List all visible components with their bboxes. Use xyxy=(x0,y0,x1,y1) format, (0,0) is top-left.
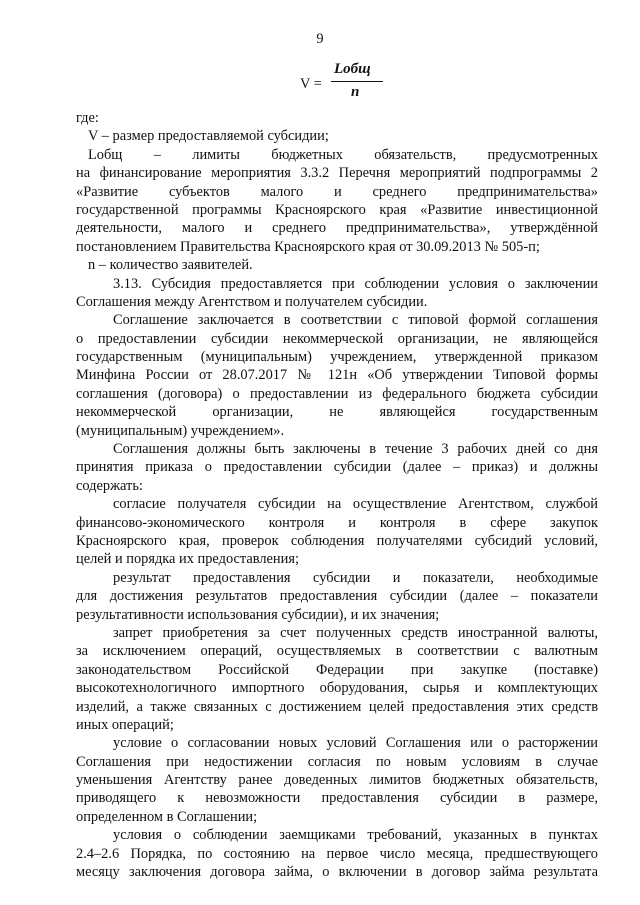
text-line: для достижения результатов предоставления субсидии (далее – показатели xyxy=(76,588,598,605)
text-line: условие о согласовании новых условий Соглашения или о расторжении xyxy=(113,735,598,752)
text-line: принятия приказа о предоставлении субсидии (далее – приказ) и должны xyxy=(76,459,598,476)
page-number: 9 xyxy=(316,31,324,47)
text-line: Соглашения при недостижении согласия по новым условиям в случае xyxy=(76,753,598,770)
text-line: условия о соблюдении заемщиками требований, указанных в пунктах xyxy=(113,827,598,844)
text-line: законодательством Российской Федерации при закупке (поставке) xyxy=(76,661,598,678)
formula-denominator: n xyxy=(351,84,360,100)
formula-lhs: V = xyxy=(300,76,322,92)
text-line: «Развитие субъектов малого и среднего предпринимательства» xyxy=(76,183,598,200)
text-line: Минфина России от 28.07.2017 № 121н «Об утверждении Типовой формы xyxy=(76,367,598,384)
text-line: соглашения (договора) о предоставлении из федерального бюджета субсидии xyxy=(76,385,598,402)
text-line: финансово-экономического контроля и контроля в сфере закупок xyxy=(76,514,598,531)
body-text xyxy=(76,109,598,881)
text-line: содержать: xyxy=(76,477,143,494)
text-line: V – размер предоставляемой субсидии; xyxy=(88,128,329,145)
text-line: 2.4–2.6 Порядка, по состоянию на первое число месяца, предшествующего xyxy=(76,845,598,862)
text-line: приводящего к невозможности предоставления субсидии в размере, xyxy=(76,790,598,807)
text-line: определенном в Соглашении; xyxy=(76,808,258,825)
text-line: 3.13. Субсидия предоставляется при соблюдении условия о заключении xyxy=(113,275,598,292)
text-line: Соглашение заключается в соответствии с типовой формой соглашения xyxy=(113,312,598,329)
text-line: результат предоставления субсидии и показатели, необходимые xyxy=(113,569,598,586)
text-line: деятельности, малого и среднего предпринимательства», утверждённой xyxy=(76,220,598,237)
text-line: где: xyxy=(76,110,99,126)
text-line: запрет приобретения за счет полученных средств иностранной валюты, xyxy=(113,624,598,641)
text-line: на финансирование мероприятия 3.3.2 Перечня мероприятий подпрограммы 2 xyxy=(76,165,598,182)
text-line: постановлением Правительства Красноярского края от 30.09.2013 № 505-п; xyxy=(76,238,540,255)
text-line: Lобщ – лимиты бюджетных обязательств, предусмотренных xyxy=(88,146,598,163)
text-line: Соглашения должны быть заключены в течение 3 рабочих дней со дня xyxy=(113,441,598,458)
text-line: за исключением операций, осуществляемых в соответствии с валютным xyxy=(76,643,598,660)
text-line: уменьшения Агентству ранее доведенных лимитов бюджетных обязательств, xyxy=(76,772,598,789)
text-line: о предоставлении субсидии некоммерческой организации, не являющейся xyxy=(76,330,598,347)
formula-numerator: Lобщ xyxy=(334,61,371,77)
text-line: результативности использования субсидии), и их значения; xyxy=(76,606,440,623)
text-line: государственной программы Красноярского края «Развитие инвестиционной xyxy=(76,201,598,218)
text-line: иных операций; xyxy=(76,716,174,733)
text-line: целей и порядка их предоставления; xyxy=(76,551,299,568)
text-line: высокотехнологичного импортного оборудования, сырья и комплектующих xyxy=(76,680,598,697)
fraction-bar xyxy=(331,81,383,82)
text-line: (муниципальным) учреждением». xyxy=(76,422,285,439)
text-line: согласие получателя субсидии на осуществление Агентством, службой xyxy=(113,496,598,513)
text-line: Соглашения между Агентством и получателем субсидии. xyxy=(76,293,428,310)
text-line: месяцу заключения договора займа, о включении в договор займа результата xyxy=(76,864,598,881)
text-line: изделий, а также связанных с достижением целей предоставления этих средств xyxy=(76,698,598,715)
text-line: некоммерческой организации, не являющейся государственным xyxy=(76,404,598,421)
text-line: n – количество заявителей. xyxy=(88,257,253,274)
text-line: Красноярского края, проверок соблюдения получателями субсидий условий, xyxy=(76,532,598,549)
text-line: государственным (муниципальным) учреждением, утвержденной приказом xyxy=(76,349,598,366)
